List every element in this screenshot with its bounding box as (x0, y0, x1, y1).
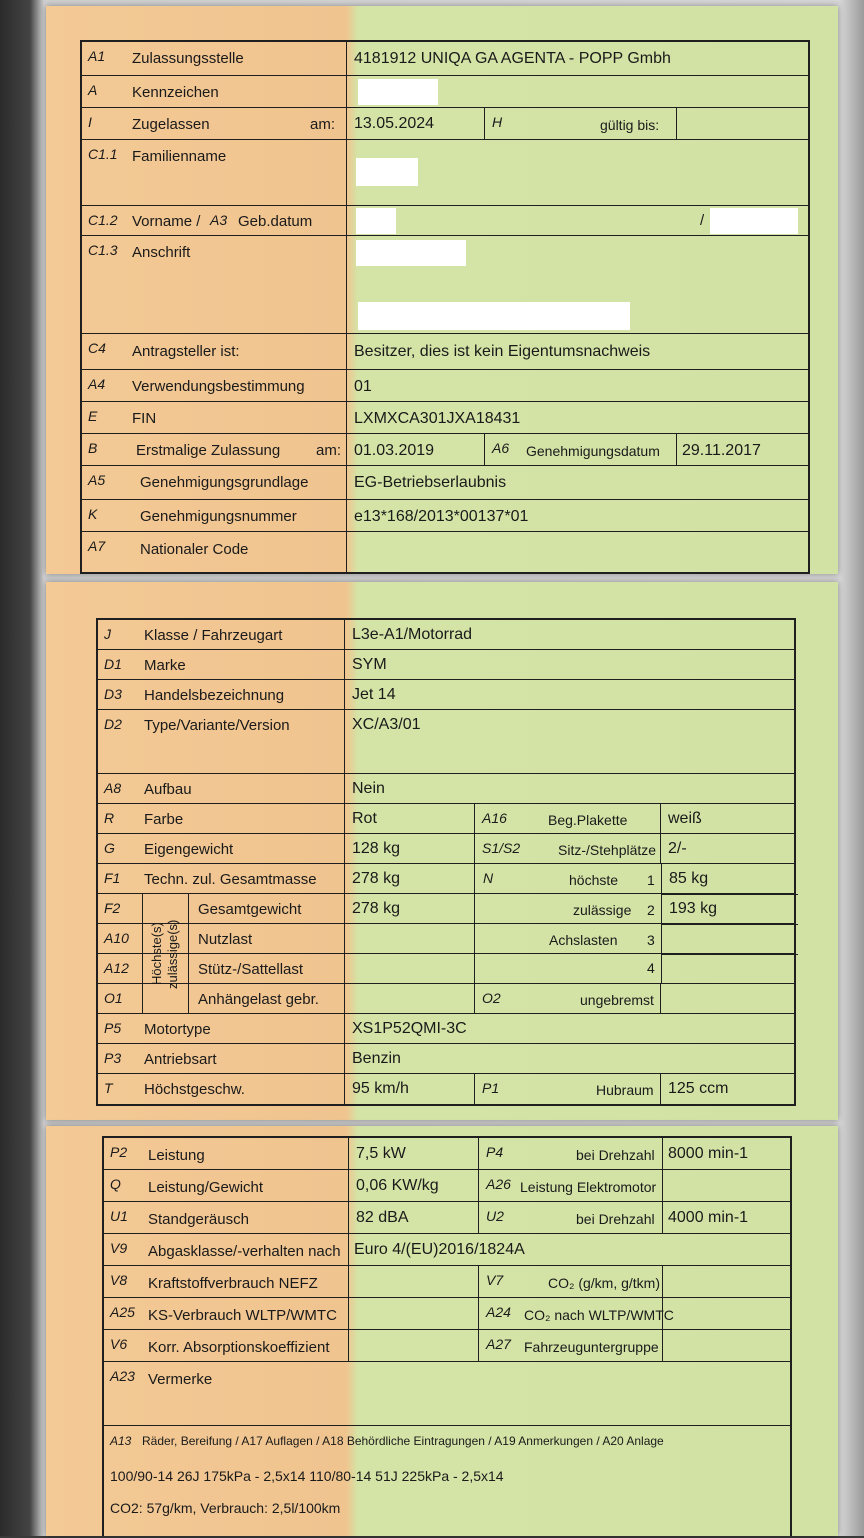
row-o1 (98, 984, 794, 1014)
value-genehmigungsnummer: e13*168/2013*00137*01 (354, 508, 529, 525)
row-d2 (98, 710, 794, 774)
row-a7 (82, 532, 808, 572)
label-zulaessige-vertical: zulässige(s) (165, 919, 180, 989)
value-motortype: XS1P52QMI-3C (352, 1020, 467, 1037)
label-raeder-bereifung: Räder, Bereifung / A17 Auflagen / A18 Behördliche Eintragungen / A19 Anmerkungen / A20 Anlage (142, 1434, 664, 1448)
label-marke: Marke (144, 657, 186, 674)
value-marke: SYM (352, 656, 387, 673)
code-c13: C1.3 (88, 242, 118, 258)
label-sitzplaetze: Sitz-/Stehplätze (558, 842, 657, 858)
code-g: G (104, 840, 115, 856)
redacted-anschrift-line2 (358, 302, 630, 330)
label-gueltig-bis: gültig bis: (600, 117, 660, 133)
code-p5: P5 (104, 1020, 122, 1036)
row-v6 (104, 1330, 790, 1362)
axle-number-4: 4 (647, 960, 655, 976)
value-type-variante: XC/A3/01 (352, 716, 421, 733)
value-beg-plakette: weiß (668, 810, 702, 827)
row-v8 (104, 1266, 790, 1298)
label-antragsteller: Antragsteller ist: (132, 343, 240, 360)
code-v6: V6 (110, 1336, 128, 1352)
row-a4 (82, 370, 808, 402)
label-familienname: Familienname (132, 148, 227, 165)
value-aufbau: Nein (352, 780, 385, 797)
row-c12 (82, 206, 808, 236)
label-motortype: Motortype (144, 1021, 211, 1038)
value-fin: LXMXCA301JXA18431 (354, 410, 521, 427)
code-t: T (104, 1080, 113, 1096)
code-a5: A5 (88, 472, 106, 488)
row-c11 (82, 140, 808, 206)
row-g (98, 834, 794, 864)
label-absorptionskoeffizient: Korr. Absorptionskoeffizient (148, 1339, 330, 1356)
label-leistung-gewicht: Leistung/Gewicht (148, 1179, 264, 1196)
label-handelsbezeichnung: Handelsbezeichnung (144, 687, 285, 704)
code-s1s2: S1/S2 (482, 840, 521, 856)
row-i (82, 108, 808, 140)
row-e (82, 402, 808, 434)
label-am: am: (310, 116, 336, 133)
value-sitzplaetze: 2/- (668, 840, 687, 857)
label-type-variante: Type/Variante/Version (144, 717, 290, 734)
label-hoechstgeschw: Höchstgeschw. (144, 1081, 245, 1098)
axle-number-1: 1 (647, 872, 655, 888)
registration-table-1 (80, 40, 810, 574)
value-genehmigungsgrundlage: EG-Betriebserlaubnis (354, 474, 507, 491)
label-ks-verbrauch: KS-Verbrauch WLTP/WMTC (148, 1307, 337, 1324)
registration-table-3 (102, 1136, 792, 1536)
code-a24: A24 (486, 1304, 511, 1320)
code-a4: A4 (88, 376, 106, 392)
code-j: J (104, 626, 111, 642)
value-genehmigungsdatum: 29.11.2017 (682, 442, 761, 459)
row-a5 (82, 466, 808, 500)
code-a8: A8 (104, 780, 122, 796)
label-anhaengelast: Anhängelast gebr. (198, 991, 319, 1008)
code-o1: O1 (104, 990, 123, 1006)
code-v9: V9 (110, 1240, 128, 1256)
row-j (98, 620, 794, 650)
row-d1 (98, 650, 794, 680)
value-eigengewicht: 128 kg (352, 840, 401, 857)
row-b (82, 434, 808, 466)
code-r: R (104, 810, 115, 826)
value-klasse: L3e-A1/Motorrad (352, 626, 473, 643)
code-u2: U2 (486, 1208, 504, 1224)
registration-page-3 (46, 1126, 838, 1536)
label-gesamtgewicht: Gesamtgewicht (198, 901, 302, 918)
label-leistung-elektromotor: Leistung Elektromotor (520, 1179, 657, 1195)
label-erstmalige-zulassung: Erstmalige Zulassung (136, 442, 281, 459)
code-p4: P4 (486, 1144, 504, 1160)
value-hoechstgeschw: 95 km/h (352, 1080, 409, 1097)
value-drehzahl-u2: 4000 min-1 (668, 1209, 749, 1226)
code-a1: A1 (88, 48, 106, 64)
redacted-kennzeichen (358, 79, 438, 105)
label-verwendungsbestimmung: Verwendungsbestimmung (132, 378, 305, 395)
row-a13 (104, 1426, 790, 1538)
code-b: B (88, 440, 98, 456)
label-vorname: Vorname / (132, 213, 201, 230)
label-ungebremst: ungebremst (580, 992, 654, 1008)
label-abgasklasse: Abgasklasse/-verhalten nach (148, 1243, 341, 1260)
label-geb-datum: Geb.datum (238, 213, 313, 230)
value-standgeraeusch: 82 dBA (356, 1209, 409, 1226)
code-a26: A26 (486, 1176, 511, 1192)
label-hoechste-n: höchste (569, 872, 619, 888)
code-c4: C4 (88, 340, 106, 356)
label-stuetzlast: Stütz-/Sattellast (198, 961, 304, 978)
value-abgasklasse: Euro 4/(EU)2016/1824A (354, 1241, 525, 1258)
code-d2: D2 (104, 716, 122, 732)
label-fin: FIN (132, 410, 157, 427)
code-d1: D1 (104, 656, 122, 672)
label-zugelassen: Zugelassen (132, 116, 210, 133)
code-d3: D3 (104, 686, 122, 702)
code-c12: C1.2 (88, 212, 118, 228)
code-a: A (88, 82, 98, 98)
label-nutzlast: Nutzlast (198, 931, 253, 948)
row-p3 (98, 1044, 794, 1074)
code-a27: A27 (486, 1336, 511, 1352)
label-genehmigungsnummer: Genehmigungsnummer (140, 508, 297, 525)
axle-number-2: 2 (647, 902, 655, 918)
label-kennzeichen: Kennzeichen (132, 84, 219, 101)
row-p2 (104, 1138, 790, 1170)
code-v7: V7 (486, 1272, 504, 1288)
label-fahrzeuguntergruppe: Fahrzeuguntergruppe (524, 1339, 659, 1355)
code-i: I (88, 114, 92, 130)
code-u1: U1 (110, 1208, 128, 1224)
label-bei-drehzahl-u2: bei Drehzahl (576, 1211, 655, 1227)
value-gesamtmasse: 278 kg (352, 870, 401, 887)
value-gesamtgewicht: 278 kg (352, 900, 401, 917)
code-a16: A16 (482, 810, 507, 826)
value-antragsteller: Besitzer, dies ist kein Eigentumsnachweis (354, 343, 651, 360)
row-c4 (82, 334, 808, 370)
row-d3 (98, 680, 794, 710)
label-standgeraeusch: Standgeräusch (148, 1211, 249, 1228)
label-zulaessige-n: zulässige (573, 902, 632, 918)
value-drehzahl-p4: 8000 min-1 (668, 1145, 749, 1162)
code-p3: P3 (104, 1050, 122, 1066)
code-v8: V8 (110, 1272, 128, 1288)
label-gesamtmasse: Techn. zul. Gesamtmasse (144, 871, 317, 888)
code-o2: O2 (482, 990, 501, 1006)
label-antriebsart: Antriebsart (144, 1051, 217, 1068)
registration-table-2 (96, 618, 796, 1106)
label-achslasten: Achslasten (549, 932, 618, 948)
label-leistung: Leistung (148, 1147, 205, 1164)
value-achslast-1: 85 kg (669, 870, 709, 887)
row-t (98, 1074, 794, 1104)
row-a23 (104, 1362, 790, 1426)
label-co2: CO₂ (g/km, g/tkm) (548, 1275, 660, 1291)
row-u1 (104, 1202, 790, 1234)
redacted-geb-datum (710, 208, 798, 234)
code-h: H (492, 114, 503, 130)
label-kraftstoffverbrauch: Kraftstoffverbrauch NEFZ (148, 1275, 318, 1292)
value-leistung: 7,5 kW (356, 1145, 406, 1162)
label-eigengewicht: Eigengewicht (144, 841, 234, 858)
label-genehmigungsgrundlage: Genehmigungsgrundlage (140, 474, 309, 491)
value-zulassungsstelle: 4181912 UNIQA GA AGENTA - POPP Gmbh (354, 50, 671, 67)
registration-page-2 (46, 582, 838, 1120)
code-a13: A13 (110, 1434, 132, 1448)
code-p1: P1 (482, 1080, 500, 1096)
redacted-familienname (356, 158, 418, 186)
code-n: N (483, 870, 494, 886)
code-q: Q (110, 1176, 121, 1192)
axle-number-3: 3 (647, 932, 655, 948)
code-a10: A10 (104, 930, 129, 946)
value-verwendungsbestimmung: 01 (354, 378, 372, 395)
value-zugelassen: 13.05.2024 (354, 115, 435, 132)
value-erstmalige-zulassung: 01.03.2019 (354, 442, 435, 459)
label-separator: / (700, 212, 705, 229)
row-q (104, 1170, 790, 1202)
remark-tyres: 100/90-14 26J 175kPa - 2,5x14 110/80-14 51J 225kPa - 2,5x14 (110, 1468, 504, 1484)
label-genehmigungsdatum: Genehmigungsdatum (526, 443, 660, 459)
code-e: E (88, 408, 98, 424)
label-beg-plakette: Beg.Plakette (548, 812, 628, 828)
value-farbe: Rot (352, 810, 377, 827)
value-achslast-2: 193 kg (669, 900, 718, 917)
row-a25 (104, 1298, 790, 1330)
code-a3: A3 (210, 212, 228, 228)
remark-co2-consumption: CO2: 57g/km, Verbrauch: 2,5l/100km (110, 1500, 341, 1516)
redacted-vorname (356, 208, 396, 234)
code-a6: A6 (492, 440, 510, 456)
code-f2: F2 (104, 900, 121, 916)
code-f1: F1 (104, 870, 121, 886)
value-leistung-gewicht: 0,06 KW/kg (356, 1177, 439, 1194)
label-hoechste: Höchste(s) (149, 922, 164, 986)
label-farbe: Farbe (144, 811, 184, 828)
code-a7: A7 (88, 538, 106, 554)
label-aufbau: Aufbau (144, 781, 192, 798)
value-hubraum: 125 ccm (668, 1080, 729, 1097)
value-antriebsart: Benzin (352, 1050, 401, 1067)
code-k: K (88, 506, 98, 522)
row-a (82, 76, 808, 108)
label-bei-drehzahl-p4: bei Drehzahl (576, 1147, 655, 1163)
achslasten-block (474, 864, 798, 984)
label-klasse: Klasse / Fahrzeugart (144, 627, 283, 644)
row-a8 (98, 774, 794, 804)
code-a23: A23 (110, 1368, 135, 1384)
row-p5 (98, 1014, 794, 1044)
label-zulassungsstelle: Zulassungsstelle (132, 50, 244, 67)
label-anschrift: Anschrift (132, 244, 191, 261)
row-c13 (82, 236, 808, 334)
label-nationaler-code: Nationaler Code (140, 541, 249, 558)
label-co2-wltp: CO₂ nach WLTP/WMTC (524, 1307, 674, 1323)
row-a1 (82, 42, 808, 76)
code-a25: A25 (110, 1304, 135, 1320)
label-am-b: am: (316, 442, 342, 459)
row-k (82, 500, 808, 532)
code-a12: A12 (104, 960, 129, 976)
label-vermerke: Vermerke (148, 1371, 213, 1388)
registration-page-1 (46, 6, 838, 574)
row-r (98, 804, 794, 834)
redacted-anschrift-line1 (356, 240, 466, 266)
code-p2: P2 (110, 1144, 128, 1160)
code-c11: C1.1 (88, 146, 118, 162)
value-handelsbezeichnung: Jet 14 (352, 686, 396, 703)
label-hubraum: Hubraum (596, 1082, 654, 1098)
row-v9 (104, 1234, 790, 1266)
